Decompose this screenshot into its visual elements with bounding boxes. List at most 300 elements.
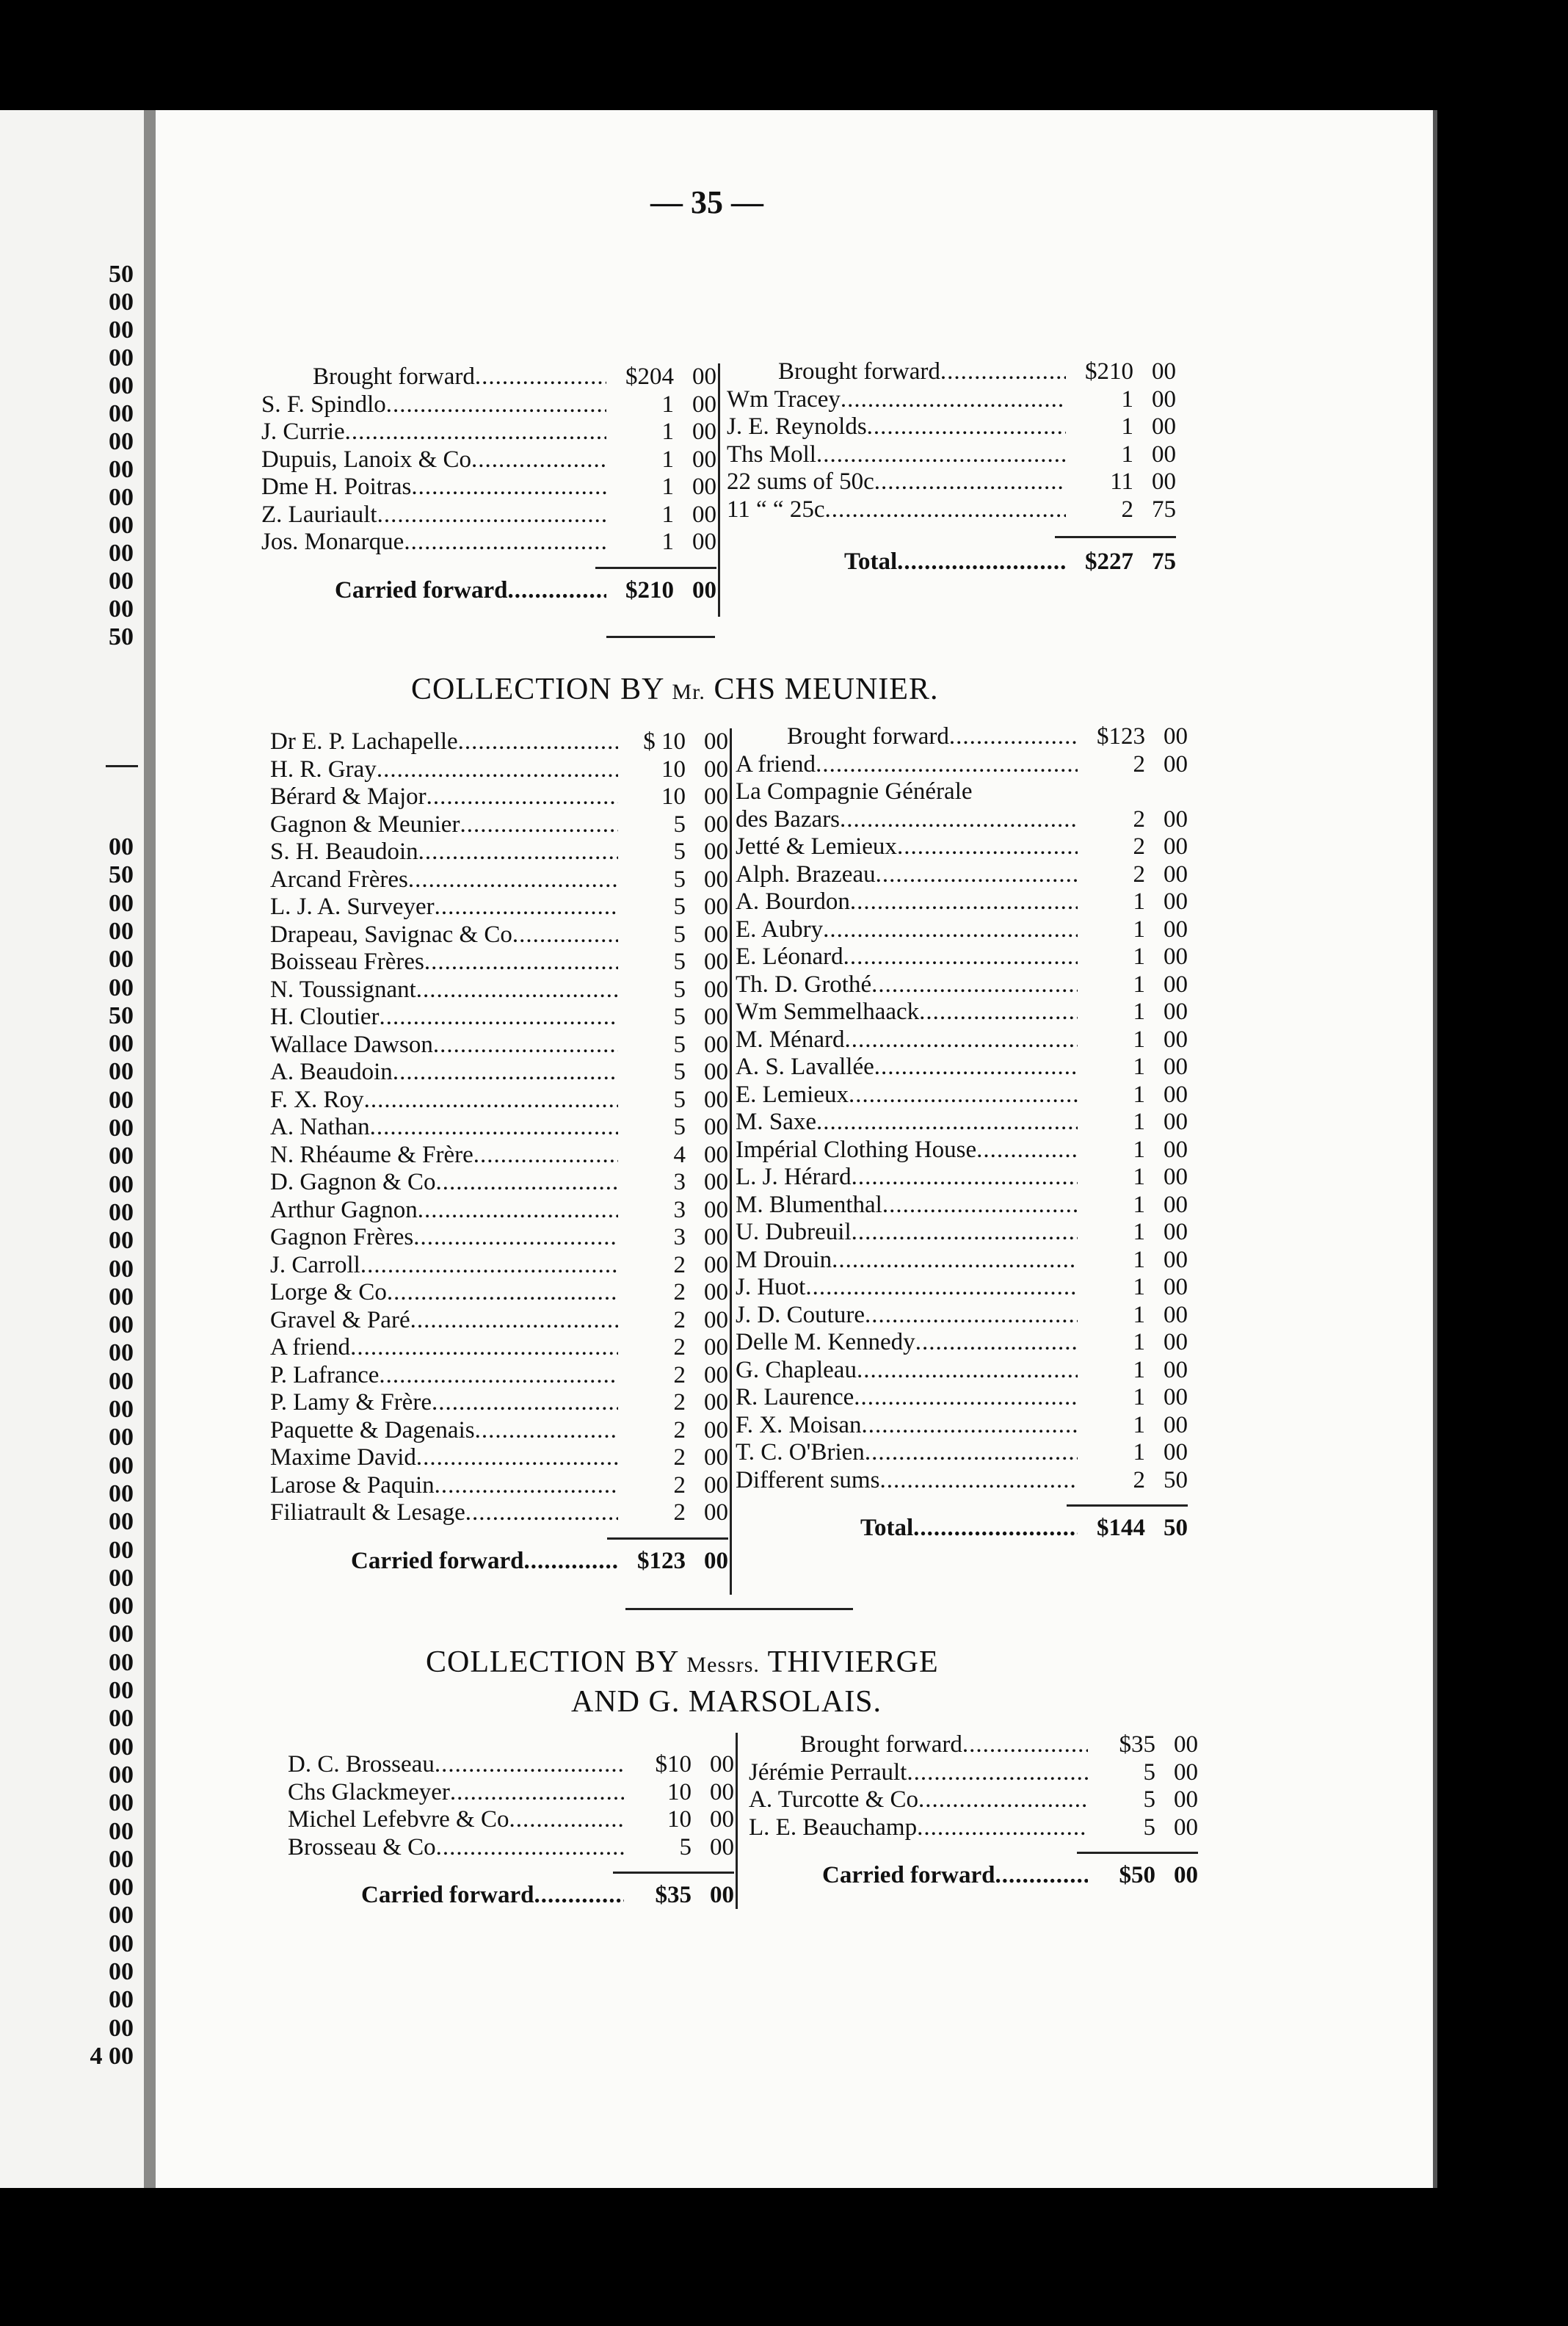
ledger-row bbox=[736, 916, 1188, 944]
ledger-row bbox=[736, 943, 1188, 971]
ledger-row bbox=[270, 1169, 728, 1197]
entry-name: Th. D. Grothé ..... bbox=[736, 971, 1078, 999]
entry-name: A. Bourdon ..... bbox=[736, 888, 1078, 916]
total-rule bbox=[736, 1494, 1188, 1515]
margin-fragment: 00 bbox=[109, 1170, 134, 1198]
entry-dollars: 2 bbox=[673, 1334, 686, 1361]
entry-dollars: $204 bbox=[625, 363, 674, 390]
entry-cents: 75 bbox=[1152, 496, 1176, 523]
ledger-row bbox=[736, 751, 1188, 779]
total-dollars: $35 bbox=[655, 1882, 692, 1908]
margin-fragment: 00 bbox=[109, 595, 134, 623]
entry-name: D. C. Brosseau ..... bbox=[288, 1751, 624, 1779]
entry-name: Ths Moll ..... bbox=[727, 441, 1066, 469]
section1-right-column bbox=[727, 358, 1176, 576]
ledger-row bbox=[270, 1142, 728, 1170]
entry-dollars: 1 bbox=[1133, 943, 1145, 970]
entry-name: Wm Semmelhaack ..... bbox=[736, 999, 1078, 1026]
entry-cents: 00 bbox=[704, 1389, 728, 1416]
entry-dollars: 2 bbox=[673, 1499, 686, 1526]
entry-dollars: 5 bbox=[673, 811, 686, 838]
column-divider bbox=[730, 728, 732, 1595]
entry-dollars: 3 bbox=[673, 1169, 686, 1195]
entry-name: A friend ..... bbox=[270, 1334, 618, 1362]
entry-cents: 00 bbox=[704, 866, 728, 893]
section2-right-column bbox=[736, 723, 1188, 1543]
ledger-row bbox=[288, 1779, 734, 1807]
entry-dollars: 2 bbox=[673, 1444, 686, 1471]
entry-dollars: 2 bbox=[673, 1471, 686, 1499]
ledger-total-row bbox=[270, 1548, 728, 1576]
entry-dollars: 2 bbox=[1133, 833, 1145, 860]
entry-cents: 00 bbox=[1164, 916, 1188, 943]
margin-fragment: 00 bbox=[109, 1058, 134, 1086]
margin-fragment: 00 bbox=[109, 400, 134, 427]
entry-cents: 00 bbox=[704, 1444, 728, 1471]
margin-fragment: 00 bbox=[109, 1593, 134, 1620]
entry-cents: 00 bbox=[704, 894, 728, 920]
total-rule bbox=[727, 523, 1176, 548]
total-cents: 00 bbox=[692, 576, 716, 604]
entry-name: 11 “ “ 25c ..... bbox=[727, 496, 1066, 524]
total-label: Carried forward ..... bbox=[270, 1548, 618, 1576]
margin-fragment: 00 bbox=[109, 1761, 134, 1789]
margin-fragment: 00 bbox=[109, 372, 134, 399]
entry-dollars: 1 bbox=[1133, 999, 1145, 1025]
entry-name: Gravel & Paré ..... bbox=[270, 1307, 618, 1335]
entry-name: 22 sums of 50c ..... bbox=[727, 468, 1066, 496]
entry-dollars: 1 bbox=[1133, 1301, 1145, 1328]
ledger-row bbox=[736, 806, 1188, 834]
entry-dollars: 1 bbox=[1133, 971, 1145, 998]
entry-cents: 00 bbox=[1174, 1786, 1198, 1813]
entry-name: Maxime David ..... bbox=[270, 1444, 618, 1472]
entry-name: J. Huot ..... bbox=[736, 1274, 1078, 1302]
entry-dollars: 5 bbox=[1143, 1758, 1155, 1786]
entry-dollars: 5 bbox=[673, 976, 686, 1003]
entry-name: Arcand Frères ..... bbox=[270, 866, 618, 894]
section3-title bbox=[426, 1645, 939, 1680]
total-dollars: $144 bbox=[1097, 1515, 1145, 1541]
entry-dollars: 2 bbox=[1133, 861, 1145, 888]
entry-name: H. R. Gray ..... bbox=[270, 756, 618, 784]
entry-cents: 00 bbox=[1164, 1301, 1188, 1328]
section1-left-column bbox=[261, 363, 716, 604]
entry-cents: 00 bbox=[1152, 468, 1176, 495]
entry-dollars: 10 bbox=[661, 783, 686, 810]
entry-dollars: 5 bbox=[673, 1114, 686, 1140]
entry-cents: 00 bbox=[1164, 1246, 1188, 1273]
total-label: Carried forward ..... bbox=[288, 1882, 624, 1910]
entry-name: Jetté & Lemieux ..... bbox=[736, 833, 1078, 861]
ledger-total-row bbox=[736, 1515, 1188, 1543]
entry-name: Larose & Paquin ..... bbox=[270, 1472, 618, 1500]
ledger-row bbox=[270, 1197, 728, 1225]
margin-fragment: 00 bbox=[109, 1958, 134, 1985]
margin-fragment: 00 bbox=[109, 1733, 134, 1761]
rule bbox=[625, 1608, 853, 1610]
entry-name: L. J. Hérard ..... bbox=[736, 1164, 1078, 1192]
ledger-row bbox=[736, 1082, 1188, 1109]
entry-name: Jos. Monarque ..... bbox=[261, 529, 606, 557]
entry-cents: 00 bbox=[704, 838, 728, 865]
margin-fragment: 00 bbox=[109, 1424, 134, 1452]
entry-cents: 00 bbox=[704, 1279, 728, 1305]
ledger-row bbox=[270, 1499, 728, 1527]
entry-cents: 00 bbox=[1174, 1758, 1198, 1786]
entry-name: Boisseau Frères ..... bbox=[270, 949, 618, 977]
entry-dollars: 5 bbox=[673, 949, 686, 975]
ledger-row bbox=[736, 861, 1188, 889]
margin-fragment: 00 bbox=[109, 1311, 134, 1339]
margin-fragment: 00 bbox=[109, 1817, 134, 1845]
entry-cents: 00 bbox=[704, 1251, 728, 1278]
entry-name: Wallace Dawson ..... bbox=[270, 1032, 618, 1059]
entry-name: M. Saxe ..... bbox=[736, 1109, 1078, 1137]
entry-name: des Bazars ..... bbox=[736, 806, 1078, 834]
entry-dollars: 3 bbox=[673, 1224, 686, 1250]
entry-dollars: 5 bbox=[1143, 1786, 1155, 1813]
ledger-total-row bbox=[261, 577, 716, 605]
entry-name: F. X. Roy ..... bbox=[270, 1087, 618, 1115]
entry-dollars: 1 bbox=[661, 529, 674, 555]
margin-fragment: 00 bbox=[109, 833, 134, 861]
entry-dollars: 1 bbox=[661, 474, 674, 500]
entry-name: Dme H. Poitras ..... bbox=[261, 474, 606, 501]
entry-name: E. Lemieux ..... bbox=[736, 1082, 1078, 1109]
entry-name: R. Laurence ..... bbox=[736, 1384, 1078, 1412]
entry-dollars: 1 bbox=[661, 419, 674, 445]
entry-cents: 00 bbox=[1164, 1136, 1188, 1163]
margin-fragment: 50 bbox=[109, 623, 134, 651]
total-cents: 75 bbox=[1152, 548, 1176, 575]
ledger-row bbox=[270, 1279, 728, 1307]
entry-cents: 00 bbox=[1164, 1411, 1188, 1438]
entry-cents: 00 bbox=[1164, 1274, 1188, 1300]
ledger-row bbox=[270, 1334, 728, 1362]
total-rule bbox=[749, 1841, 1198, 1862]
entry-dollars: 10 bbox=[661, 756, 686, 783]
margin-fragment: 00 bbox=[109, 1648, 134, 1676]
section3-title-pre: COLLECTION BY bbox=[426, 1645, 687, 1679]
entry-cents: 00 bbox=[704, 1334, 728, 1361]
ledger-row bbox=[727, 496, 1176, 524]
entry-dollars: 1 bbox=[661, 391, 674, 418]
entry-cents: 00 bbox=[692, 446, 716, 473]
ledger-row bbox=[727, 358, 1176, 386]
ledger-row bbox=[261, 474, 716, 501]
entry-dollars: 10 bbox=[667, 1778, 692, 1805]
entry-dollars: 1 bbox=[1133, 1109, 1145, 1135]
entry-name: E. Léonard ..... bbox=[736, 943, 1078, 971]
entry-cents: 00 bbox=[1164, 943, 1188, 970]
entry-cents: 00 bbox=[1152, 358, 1176, 385]
entry-cents: 00 bbox=[704, 1031, 728, 1058]
ledger-row bbox=[270, 1224, 728, 1252]
ledger-row bbox=[261, 363, 716, 391]
entry-cents: 00 bbox=[1164, 833, 1188, 860]
entry-dollars: 10 bbox=[667, 1806, 692, 1833]
ledger-row bbox=[727, 386, 1176, 414]
ledger-row bbox=[736, 1412, 1188, 1440]
total-cents: 00 bbox=[1174, 1862, 1198, 1888]
entry-cents: 00 bbox=[1152, 413, 1176, 440]
ledger-total-row bbox=[727, 548, 1176, 576]
entry-dollars: 1 bbox=[1133, 1356, 1145, 1383]
entry-name: S. F. Spindlo ..... bbox=[261, 391, 606, 419]
total-label: Total ..... bbox=[727, 548, 1066, 576]
entry-name: Dr E. P. Lachapelle ..... bbox=[270, 728, 618, 756]
page-number: — 35 — bbox=[650, 184, 763, 220]
margin-fragment: 00 bbox=[109, 1339, 134, 1367]
entry-dollars: 5 bbox=[673, 921, 686, 948]
entry-name: Michel Lefebvre & Co ..... bbox=[288, 1806, 624, 1834]
entry-dollars: 3 bbox=[673, 1196, 686, 1223]
ledger-row bbox=[736, 999, 1188, 1026]
total-cents: 50 bbox=[1164, 1515, 1188, 1541]
margin-fragment: 00 bbox=[109, 1874, 134, 1902]
section2-title-pre: COLLECTION BY bbox=[411, 673, 672, 706]
entry-dollars: 2 bbox=[1133, 805, 1145, 833]
ledger-row bbox=[727, 468, 1176, 496]
ledger-row bbox=[270, 866, 728, 894]
ledger-row bbox=[270, 728, 728, 756]
entry-name: G. Chapleau ..... bbox=[736, 1357, 1078, 1385]
ledger-row bbox=[736, 1219, 1188, 1247]
entry-dollars: $123 bbox=[1097, 723, 1145, 750]
total-rule bbox=[288, 1861, 734, 1882]
ledger-total-row bbox=[288, 1882, 734, 1910]
entry-name: U. Dubreuil ..... bbox=[736, 1219, 1078, 1247]
ledger-row bbox=[749, 1786, 1198, 1814]
left-page-edge bbox=[0, 110, 144, 2188]
entry-name: Jérémie Perrault ..... bbox=[749, 1759, 1088, 1787]
margin-fragment: 00 bbox=[109, 484, 134, 511]
total-dollars: $50 bbox=[1119, 1862, 1155, 1888]
entry-dollars: 4 bbox=[673, 1141, 686, 1168]
entry-cents: 00 bbox=[1164, 861, 1188, 888]
entry-name: S. H. Beaudoin ..... bbox=[270, 838, 618, 866]
entry-name: Brought forward ..... bbox=[261, 363, 606, 391]
entry-cents: 00 bbox=[1164, 1356, 1188, 1383]
entry-cents: 00 bbox=[704, 728, 728, 755]
entry-cents: 00 bbox=[1164, 723, 1188, 750]
margin-fragment: 4 00 bbox=[90, 2042, 134, 2070]
entry-dollars: 1 bbox=[1121, 441, 1133, 468]
entry-cents: 00 bbox=[1164, 805, 1188, 833]
ledger-row bbox=[727, 413, 1176, 441]
entry-name: M. Ménard ..... bbox=[736, 1026, 1078, 1054]
entry-cents: 00 bbox=[1164, 1384, 1188, 1410]
ledger-row bbox=[261, 419, 716, 446]
entry-dollars: $35 bbox=[1119, 1731, 1155, 1758]
margin-fragment: 00 bbox=[109, 1086, 134, 1114]
section2-title-post: CHS MEUNIER. bbox=[705, 673, 939, 706]
ledger-row bbox=[736, 1054, 1188, 1082]
entry-name: Different sums ..... bbox=[736, 1467, 1078, 1495]
entry-cents: 00 bbox=[1164, 1109, 1188, 1135]
ledger-row bbox=[736, 1439, 1188, 1467]
ledger-row bbox=[736, 1026, 1188, 1054]
ledger-row bbox=[270, 838, 728, 866]
entry-cents: 00 bbox=[704, 756, 728, 783]
ledger-row bbox=[270, 1087, 728, 1115]
entry-cents: 00 bbox=[704, 1196, 728, 1223]
entry-cents: 00 bbox=[692, 474, 716, 500]
ledger-row bbox=[736, 1329, 1188, 1357]
entry-dollars: 5 bbox=[673, 838, 686, 865]
entry-dollars: 1 bbox=[1133, 1081, 1145, 1108]
ledger-row bbox=[270, 756, 728, 784]
margin-fragment: 00 bbox=[109, 428, 134, 455]
section2-title-sc: Mr. bbox=[672, 680, 705, 704]
section2-left-column bbox=[270, 728, 728, 1575]
margin-fragment: 00 bbox=[109, 1789, 134, 1817]
entry-cents: 00 bbox=[1164, 1054, 1188, 1080]
ledger-row bbox=[270, 1389, 728, 1417]
section3-title-sc: Messrs. bbox=[686, 1653, 760, 1677]
margin-fragment: 00 bbox=[109, 1452, 134, 1479]
entry-dollars: 11 bbox=[1110, 468, 1133, 495]
entry-cents: 00 bbox=[704, 811, 728, 838]
entry-dollars: 1 bbox=[1133, 1219, 1145, 1245]
entry-cents: 00 bbox=[704, 976, 728, 1003]
entry-name: La Compagnie Générale bbox=[736, 778, 973, 805]
entry-cents: 00 bbox=[1164, 1191, 1188, 1218]
total-dollars: $227 bbox=[1085, 548, 1133, 575]
ledger-row bbox=[270, 977, 728, 1004]
entry-cents: 00 bbox=[1174, 1731, 1198, 1758]
entry-name: L. E. Beauchamp ..... bbox=[749, 1814, 1088, 1842]
ledger-row bbox=[736, 1274, 1188, 1302]
entry-cents: 00 bbox=[704, 921, 728, 948]
entry-cents: 00 bbox=[704, 783, 728, 810]
entry-dollars: 1 bbox=[661, 446, 674, 473]
margin-fragment: 00 bbox=[109, 1620, 134, 1648]
entry-cents: 00 bbox=[692, 391, 716, 418]
entry-name: Dupuis, Lanoix & Co ..... bbox=[261, 446, 606, 474]
book-gutter bbox=[144, 110, 156, 2188]
entry-name: Filiatrault & Lesage ..... bbox=[270, 1499, 618, 1527]
ledger-row bbox=[736, 1109, 1188, 1137]
ledger-row bbox=[749, 1731, 1198, 1759]
entry-name: Paquette & Dagenais ..... bbox=[270, 1417, 618, 1445]
entry-dollars: 1 bbox=[1133, 1274, 1145, 1300]
entry-name: M. Blumenthal ..... bbox=[736, 1192, 1078, 1220]
entry-cents: 00 bbox=[704, 1499, 728, 1526]
entry-name: J. D. Couture ..... bbox=[736, 1302, 1078, 1330]
ledger-row bbox=[736, 1164, 1188, 1192]
entry-dollars: $ 10 bbox=[643, 728, 686, 755]
entry-dollars: 2 bbox=[673, 1306, 686, 1333]
entry-dollars: 1 bbox=[1133, 1136, 1145, 1163]
ledger-row bbox=[288, 1806, 734, 1834]
entry-cents: 00 bbox=[1174, 1814, 1198, 1841]
ledger-row bbox=[261, 529, 716, 557]
column-divider bbox=[718, 363, 720, 617]
total-cents: 00 bbox=[704, 1547, 728, 1574]
entry-name: P. Lafrance ..... bbox=[270, 1362, 618, 1390]
entry-dollars: 5 bbox=[1143, 1814, 1155, 1841]
section3-title-post: THIVIERGE bbox=[759, 1645, 939, 1679]
entry-name: Alph. Brazeau ..... bbox=[736, 861, 1078, 889]
entry-name: M Drouin ..... bbox=[736, 1247, 1078, 1275]
entry-cents: 00 bbox=[1152, 441, 1176, 468]
entry-name: A. S. Lavallée ..... bbox=[736, 1054, 1078, 1082]
entry-name: N. Rhéaume & Frère ..... bbox=[270, 1142, 618, 1170]
entry-cents: 00 bbox=[710, 1778, 734, 1805]
margin-fragment: 00 bbox=[109, 1142, 134, 1170]
entry-name: A. Beaudoin ..... bbox=[270, 1059, 618, 1087]
entry-cents: 00 bbox=[704, 1141, 728, 1168]
ledger-row bbox=[261, 446, 716, 474]
section3-left-column bbox=[288, 1751, 734, 1910]
margin-fragment: 00 bbox=[109, 289, 134, 316]
total-label: Total ..... bbox=[736, 1515, 1078, 1543]
ledger-row bbox=[736, 888, 1188, 916]
entry-cents: 00 bbox=[1164, 888, 1188, 915]
entry-name: H. Cloutier ..... bbox=[270, 1004, 618, 1032]
entry-dollars: 2 bbox=[673, 1389, 686, 1416]
margin-fragment: 00 bbox=[109, 1677, 134, 1704]
margin-fragment: 00 bbox=[109, 1986, 134, 2014]
ledger-row bbox=[270, 1472, 728, 1500]
entry-name: Delle M. Kennedy ..... bbox=[736, 1329, 1078, 1357]
margin-fragment: 00 bbox=[109, 889, 134, 917]
entry-cents: 00 bbox=[704, 1306, 728, 1333]
entry-cents: 00 bbox=[710, 1833, 734, 1861]
ledger-row bbox=[736, 723, 1188, 751]
entry-dollars: 2 bbox=[1133, 750, 1145, 778]
entry-cents: 00 bbox=[1164, 1026, 1188, 1053]
rule bbox=[606, 636, 715, 638]
entry-cents: 00 bbox=[692, 363, 716, 390]
entry-name: Brosseau & Co ..... bbox=[288, 1834, 624, 1862]
margin-fragment: 00 bbox=[109, 512, 134, 539]
margin-fragment: 00 bbox=[109, 1115, 134, 1142]
ledger-row bbox=[288, 1834, 734, 1862]
entry-dollars: 2 bbox=[673, 1416, 686, 1443]
ledger-row bbox=[736, 1247, 1188, 1275]
entry-cents: 00 bbox=[1164, 1329, 1188, 1355]
entry-dollars: 2 bbox=[673, 1279, 686, 1305]
entry-name: J. E. Reynolds ..... bbox=[727, 413, 1066, 441]
ledger-row bbox=[749, 1759, 1198, 1787]
entry-dollars bbox=[1078, 778, 1145, 806]
entry-cents: 00 bbox=[704, 1224, 728, 1250]
entry-dollars: 1 bbox=[1133, 916, 1145, 943]
ledger-row bbox=[270, 894, 728, 921]
ledger-row bbox=[270, 811, 728, 839]
entry-name: Bérard & Major ..... bbox=[270, 783, 618, 811]
entry-name: E. Aubry ..... bbox=[736, 916, 1078, 944]
ledger-row bbox=[736, 778, 1188, 806]
entry-dollars: 1 bbox=[1133, 1164, 1145, 1190]
entry-cents: 00 bbox=[1164, 971, 1188, 998]
entry-cents: 00 bbox=[704, 1361, 728, 1388]
total-dollars: $210 bbox=[625, 576, 674, 604]
entry-dollars: 1 bbox=[1133, 1329, 1145, 1355]
ledger-row bbox=[288, 1751, 734, 1779]
entry-dollars: 5 bbox=[673, 1031, 686, 1058]
ledger-row bbox=[270, 921, 728, 949]
margin-fragment: 00 bbox=[109, 1283, 134, 1311]
entry-cents: 00 bbox=[692, 501, 716, 528]
entry-cents: 00 bbox=[1164, 750, 1188, 778]
entry-name: F. X. Moisan ..... bbox=[736, 1412, 1078, 1440]
margin-fragment: 00 bbox=[109, 1396, 134, 1423]
entry-cents bbox=[1145, 778, 1188, 806]
